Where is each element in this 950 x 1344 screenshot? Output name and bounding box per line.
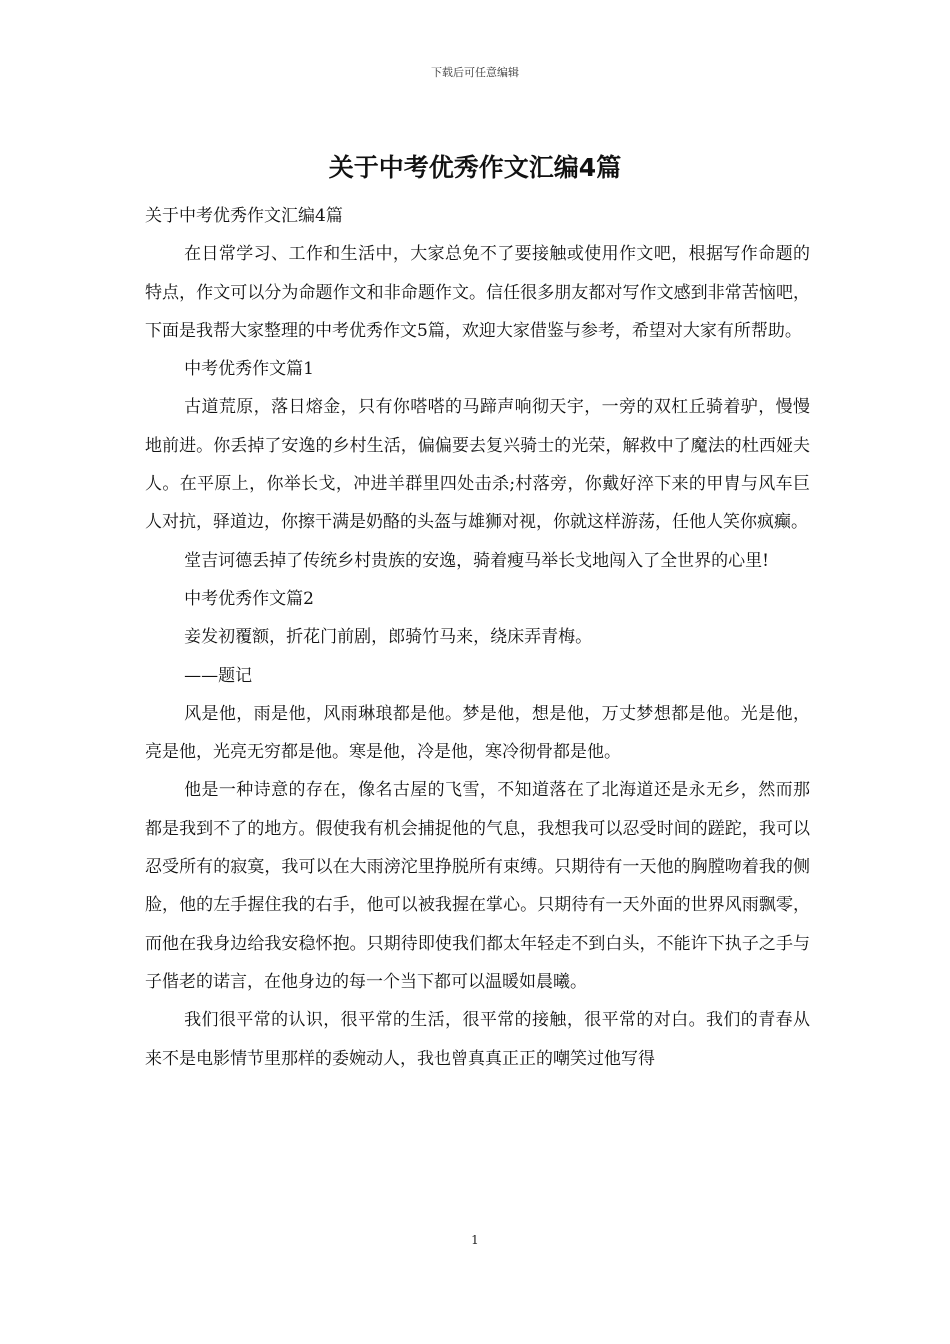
section-heading-2: 中考优秀作文篇2 xyxy=(184,588,314,609)
paragraph: 古道荒原，落日熔金，只有你嗒嗒的马蹄声响彻天宇，一旁的双杠丘骑着驴，慢慢地前进。你丢掉了安逸的乡村生活，偏偏要去复兴骑士的光荣，解救中了魔法的杜西娅夫人。在平原上，你举长戈，冲进羊群里四处击杀;村落旁，你戴好淬下来的甲胄与风车巨人对抗，驿道边，你擦干满是奶酪的头盔与雄狮对视，你就这样游荡，任他人笑你疯癫。 xyxy=(145,397,810,533)
paragraph: 风是他，雨是他，风雨琳琅都是他。梦是他，想是他，万丈梦想都是他。光是他，亮是他，光亮无穷都是他。寒是他，冷是他，寒冷彻骨都是他。 xyxy=(145,703,810,763)
document-title: 关于中考优秀作文汇编4篇 xyxy=(328,153,622,182)
page-header-note: 下载后可任意编辑 xyxy=(431,66,519,79)
paragraph: 他是一种诗意的存在，像名古屋的飞雪，不知道落在了北海道还是永无乡，然而那都是我到不了的地方。假使我有机会捕捉他的气息，我想我可以忍受时间的蹉跎，我可以忍受所有的寂寞，我可以在大雨滂沱里挣脱所有束缚。只期待有一天他的胸膛吻着我的侧脸，他的左手握住我的右手，他可以被我握在掌心。只期待有一天外面的世界风雨飘零，而他在我身边给我安稳怀抱。只期待即使我们都太年轻走不到白头，不能许下执子之手与子偕老的诺言，在他身边的每一个当下都可以温暖如晨曦。 xyxy=(145,780,810,992)
poem-line: 妾发初覆额，折花门前剧，郎骑竹马来，绕床弄青梅。 xyxy=(184,627,593,648)
paragraph: 我们很平常的认识，很平常的生活，很平常的接触，很平常的对白。我们的青春从来不是电影情节里那样的委婉动人，我也曾真真正正的嘲笑过他写得 xyxy=(145,1010,810,1069)
section-heading-1: 中考优秀作文篇1 xyxy=(184,359,314,380)
epigraph-attribution: ——题记 xyxy=(184,665,253,686)
document-body xyxy=(145,197,810,1078)
page-number: 1 xyxy=(471,1233,479,1247)
paragraph: 堂吉诃德丢掉了传统乡村贵族的安逸，骑着瘦马举长戈地闯入了全世界的心里! xyxy=(184,550,769,571)
paragraph-subtitle: 关于中考优秀作文汇编4篇 xyxy=(145,206,343,226)
paragraph-intro: 在日常学习、工作和生活中，大家总免不了要接触或使用作文吧，根据写作命题的特点，作文可以分为命题作文和非命题作文。信任很多朋友都对写作文感到非常苦恼吧，下面是我帮大家整理的中考优秀作文5篇，欢迎大家借鉴与参考，希望对大家有所帮助。 xyxy=(145,244,810,341)
